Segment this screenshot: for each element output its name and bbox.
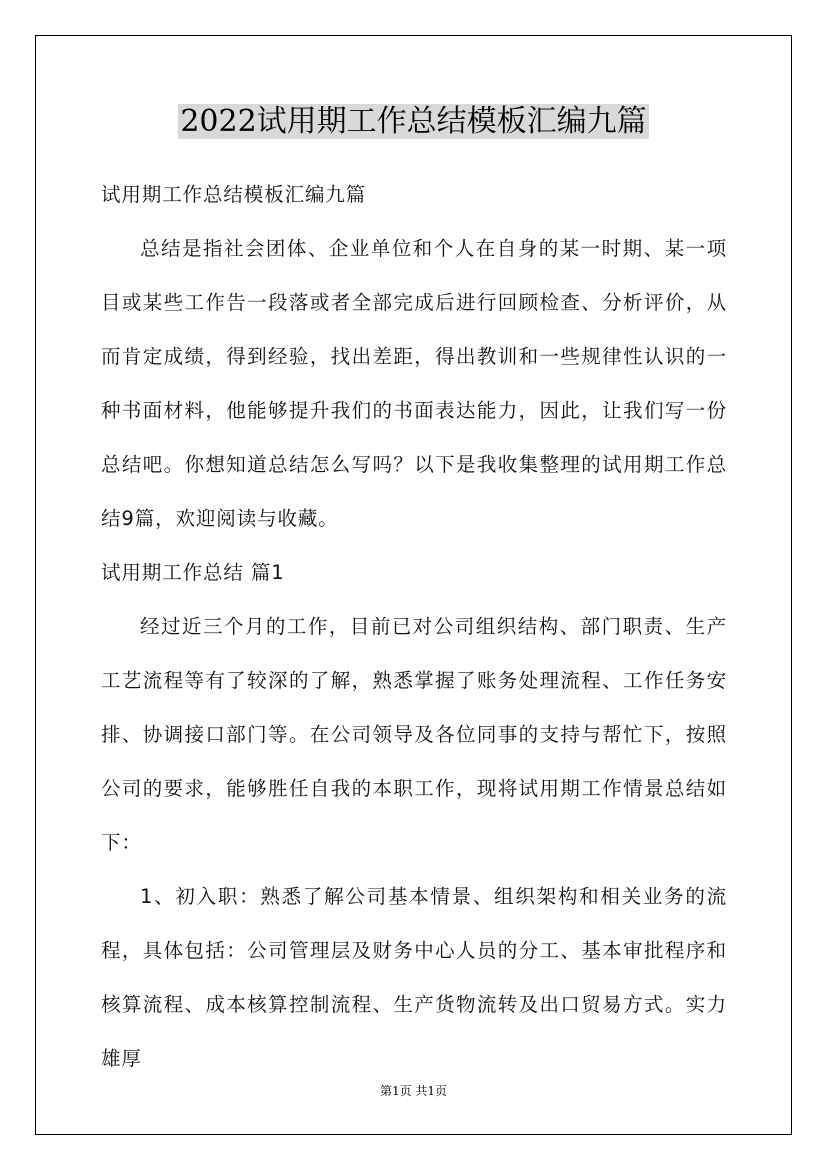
page-footer: 第1页 共1页 — [379, 1084, 448, 1098]
section-heading: 试用期工作总结 篇1 — [101, 561, 285, 584]
body-paragraph-1: 经过近三个月的工作，目前已对公司组织结构、部门职责、生产工艺流程等有了较深的了解，熟悉掌握了账务处理流程、工作任务安排、协调接口部门等。在公司领导及各位同事的支持与帮忙下，按照公司的要求，能够胜任自我的本职工作，现将试用期工作情景总结如下： — [101, 615, 727, 854]
document-title-text: 2022试用期工作总结模板汇编九篇 — [180, 104, 647, 139]
document-subtitle: 试用期工作总结模板汇编九篇 — [101, 183, 367, 206]
document-body — [101, 168, 727, 1086]
intro-paragraph: 总结是指社会团体、企业单位和个人在自身的某一时期、某一项目或某些工作告一段落或者全部完成后进行回顾检查、分析评价，从而肯定成绩，得到经验，找出差距，得出教训和一些规律性认识的一种书面材料，他能够提升我们的书面表达能力，因此，让我们写一份总结吧。你想知道总结怎么写吗？以下是我收集整理的试用期工作总结9篇，欢迎阅读与收藏。 — [101, 237, 727, 530]
document-title — [0, 103, 827, 141]
body-paragraph-2: 1、初入职：熟悉了解公司基本情景、组织架构和相关业务的流程，具体包括：公司管理层及财务中心人员的分工、基本审批程序和核算流程、成本核算控制流程、生产货物流转及出口贸易方式。实力雄厚 — [101, 885, 727, 1070]
